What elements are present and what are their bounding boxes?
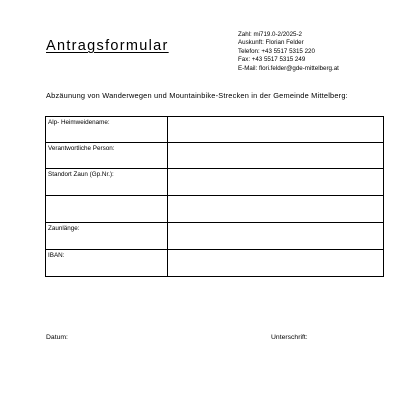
form-row-fence-location-continued: [46, 196, 384, 223]
responsible-person-field[interactable]: [168, 143, 384, 169]
iban-field[interactable]: [168, 250, 384, 277]
form-row-alp-name: [46, 117, 384, 143]
form-row-iban: [46, 250, 384, 277]
field-label: Zaunlänge:: [46, 223, 168, 250]
fax-number: Fax: +43 5517 5315 249: [238, 56, 306, 64]
contact-person: Auskunft: Florian Felder: [238, 39, 304, 47]
field-label: [46, 196, 168, 223]
fence-length-field[interactable]: [168, 223, 384, 250]
field-label: Verantwortliche Person:: [46, 143, 168, 169]
reference-number: Zahl: mi719.0-2/2025-2: [238, 31, 302, 38]
intro-text: Abzäunung von Wanderwegen und Mountainbike-Strecken in der Gemeinde Mittelberg:: [46, 91, 348, 100]
form-title: Antragsformular: [46, 38, 169, 54]
phone-number: Telefon: +43 5517 5315 220: [238, 47, 315, 55]
application-form-table: [45, 116, 384, 277]
form-row-fence-length: [46, 223, 384, 250]
form-row-responsible-person: [46, 143, 384, 169]
email-address: E-Mail: flori.felder@gde-mittelberg.at: [238, 64, 339, 72]
date-label: Datum:: [46, 334, 68, 341]
signature-label: Unterschrift:: [271, 334, 308, 341]
fence-location-extra-field[interactable]: [168, 196, 384, 223]
field-label: IBAN:: [46, 250, 168, 277]
alp-name-field[interactable]: [168, 117, 384, 143]
form-row-fence-location: [46, 169, 384, 196]
fence-location-field[interactable]: [168, 169, 384, 196]
field-label: Alp- Heimweidename:: [46, 117, 168, 143]
contact-info-block: [238, 31, 339, 73]
field-label: Standort Zaun (Gp.Nr.):: [46, 169, 168, 196]
